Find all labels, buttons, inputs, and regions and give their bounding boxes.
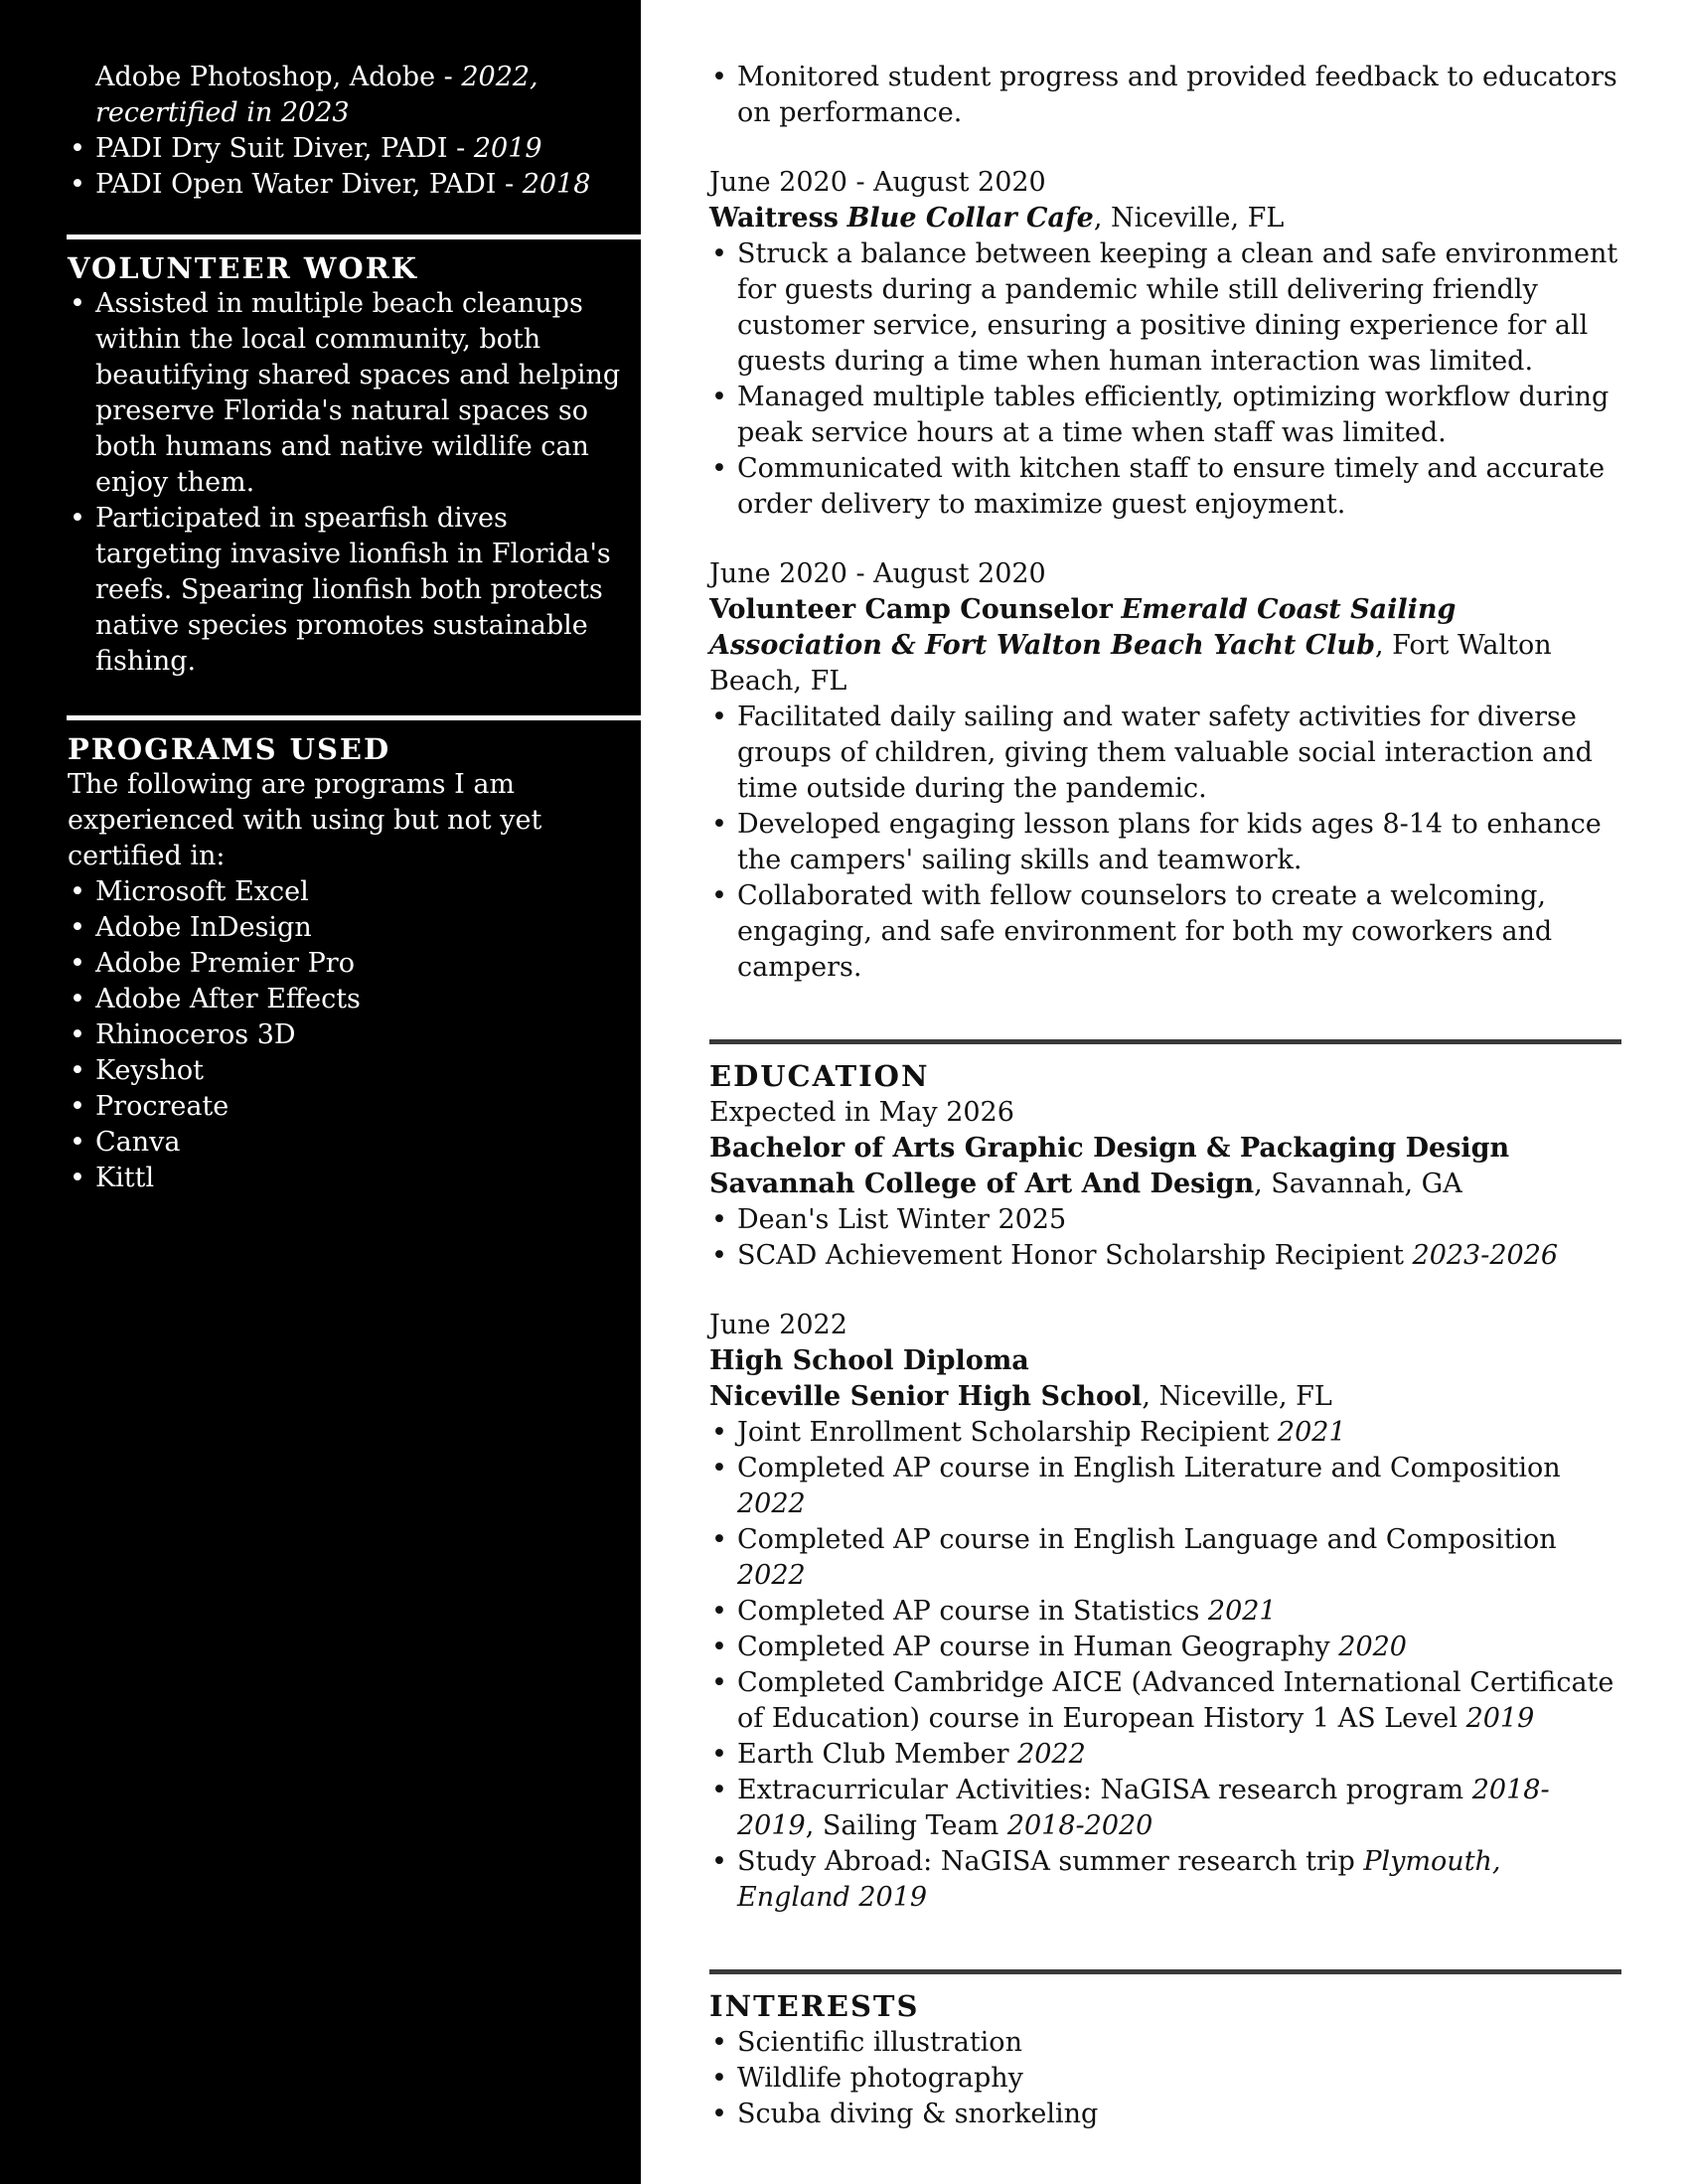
list-item (709, 700, 1621, 807)
programs-intro: The following are programs I am experienced with using but not yet certified in: (68, 769, 542, 871)
list-item (709, 1630, 1621, 1665)
education-date: Expected in May 2026 (709, 1097, 1014, 1128)
bullet-year: 2022 (737, 1488, 806, 1519)
divider (67, 715, 641, 720)
bullet-icon: • (711, 1667, 727, 1698)
divider (709, 1969, 1621, 1974)
bullet-text: Completed AP course in English Literature and Composition (737, 1453, 1561, 1483)
bullet-text-tail: , Sailing Team (805, 1810, 1007, 1841)
education-school-line (709, 1379, 1621, 1415)
list-item (68, 910, 639, 946)
list-item (709, 807, 1621, 878)
cert-date: 2019 (473, 133, 542, 164)
education-entry (709, 1308, 1621, 1916)
bullet-icon: • (711, 2027, 727, 2058)
divider (67, 234, 641, 239)
education-degree: Bachelor of Arts Graphic Design & Packaging Design (709, 1133, 1510, 1164)
education-date: June 2022 (709, 1310, 847, 1340)
list-item (68, 1053, 639, 1089)
bullet-text: Extracurricular Activities: NaGISA research program (737, 1775, 1472, 1805)
job-location: , Niceville, FL (1093, 203, 1285, 234)
bullet-text: Collaborated with fellow counselors to create a welcoming, engaging, and safe environment for both my coworkers and campers. (737, 880, 1553, 983)
interest-text: Scientific illustration (737, 2027, 1022, 2058)
bullet-text: Completed AP course in Human Geography (737, 1632, 1339, 1662)
education-bullets (709, 1415, 1621, 1916)
bullet-icon: • (711, 1417, 727, 1448)
job-title-line (709, 201, 1621, 236)
bullet-icon: • (70, 1091, 85, 1122)
bullet-icon: • (711, 1775, 727, 1805)
bullet-year: 2023-2026 (1412, 1240, 1559, 1271)
volunteer-list (68, 286, 639, 680)
bullet-year: 2020 (1338, 1632, 1407, 1662)
list-item (68, 1161, 639, 1196)
certifications-list (68, 60, 639, 203)
bullet-icon: • (711, 2063, 727, 2094)
bullet-icon: • (711, 453, 727, 484)
job-employer: Emerald Coast Sailing Association & Fort Walton Beach Yacht Club (709, 594, 1457, 661)
job-entry (709, 165, 1621, 523)
bullet-icon: • (70, 288, 85, 319)
list-item (709, 1202, 1621, 1238)
bullet-year: 2018-2019 (737, 1775, 1550, 1841)
bullet-text: SCAD Achievement Honor Scholarship Recipient (737, 1240, 1413, 1271)
divider (709, 1039, 1621, 1044)
cert-text: PADI Dry Suit Diver, PADI - (95, 133, 474, 164)
bullet-text: Developed engaging lesson plans for kids ages 8-14 to enhance the campers' sailing skills and teamwork. (737, 809, 1602, 875)
job-dates: June 2020 - August 2020 (709, 167, 1046, 198)
bullet-icon: • (711, 1524, 727, 1555)
bullet-icon: • (711, 1240, 727, 1271)
volunteer-text: Assisted in multiple beach cleanups within the local community, both beautifying shared spaces and helping preserve Florida's natural spaces so both humans and native wildlife can enjoy them. (95, 288, 621, 498)
bullet-icon: • (70, 133, 85, 164)
list-item (68, 982, 639, 1017)
cert-text: PADI Open Water Diver, PADI - (95, 169, 523, 200)
bullet-year: 2018-2020 (1006, 1810, 1153, 1841)
bullet-text: Facilitated daily sailing and water safety activities for diverse groups of children, giving them valuable social interaction and time outside during the pandemic. (737, 702, 1593, 804)
cert-date: 2022, (461, 62, 538, 92)
list-item (709, 2097, 1621, 2132)
bullet-icon: • (70, 948, 85, 979)
education-school-line (709, 1167, 1621, 1202)
job-employer: Blue Collar Cafe (846, 203, 1094, 234)
bullet-icon: • (711, 1632, 727, 1662)
program-name: Procreate (95, 1091, 230, 1122)
previous-job-bullets (709, 60, 1621, 131)
bullet-icon: • (711, 1596, 727, 1627)
list-item (709, 1737, 1621, 1773)
bullet-year: 2022 (1017, 1739, 1086, 1770)
bullet-icon: • (70, 876, 85, 907)
bullet-icon: • (70, 912, 85, 943)
section-heading-programs: PROGRAMS USED (68, 732, 391, 766)
bullet-icon: • (711, 880, 727, 911)
list-item (709, 1594, 1621, 1630)
bullet-icon: • (711, 62, 727, 92)
bullet-icon: • (70, 1127, 85, 1158)
section-heading-interests: INTERESTS (709, 1989, 920, 2023)
bullet-text: Communicated with kitchen staff to ensure timely and accurate order delivery to maximize guest enjoyment. (737, 453, 1606, 520)
bullet-text: Dean's List Winter 2025 (737, 1204, 1067, 1235)
bullet-icon: • (711, 238, 727, 269)
cert-text: Adobe Photoshop, Adobe - (95, 62, 462, 92)
bullet-icon: • (70, 503, 85, 534)
bullet-icon: • (711, 1846, 727, 1877)
bullet-text: Earth Club Member (737, 1739, 1018, 1770)
list-item (68, 131, 639, 167)
bullet-icon: • (711, 2099, 727, 2129)
job-title-line (709, 592, 1621, 700)
main-content (641, 0, 1689, 2184)
bullet-text: Managed multiple tables efficiently, optimizing workflow during peak service hours at a time when staff was limited. (737, 382, 1610, 448)
list-item (68, 1017, 639, 1053)
list-item (68, 60, 639, 131)
education-location: , Savannah, GA (1254, 1169, 1462, 1199)
list-item (68, 167, 639, 203)
bullet-icon: • (70, 1163, 85, 1193)
volunteer-text: Participated in spearfish dives targeting invasive lionfish in Florida's reefs. Spearing lionfish both protects native species promotes sustainable fishing. (95, 503, 611, 677)
list-item (68, 286, 639, 501)
program-name: Canva (95, 1127, 181, 1158)
education-school: Savannah College of Art And Design (709, 1169, 1255, 1199)
program-name: Rhinoceros 3D (95, 1019, 296, 1050)
education-school: Niceville Senior High School (709, 1381, 1143, 1412)
program-name: Microsoft Excel (95, 876, 309, 907)
bullet-year: 2021 (1207, 1596, 1277, 1627)
bullet-year: 2022 (737, 1560, 806, 1591)
education-bullets (709, 1202, 1621, 1274)
bullet-text: Monitored student progress and provided feedback to educators on performance. (737, 62, 1617, 128)
interest-text: Wildlife photography (737, 2063, 1023, 2094)
bullet-icon: • (711, 809, 727, 840)
sidebar-content (68, 60, 639, 1196)
job-entry (709, 556, 1621, 986)
bullet-icon: • (711, 1739, 727, 1770)
list-item (709, 1238, 1621, 1274)
list-item (68, 874, 639, 910)
program-name: Adobe InDesign (95, 912, 312, 943)
bullet-icon: • (70, 1055, 85, 1086)
list-item (68, 1089, 639, 1125)
bullet-year: 2021 (1277, 1417, 1346, 1448)
education-location: , Niceville, FL (1142, 1381, 1332, 1412)
interest-text: Scuba diving & snorkeling (737, 2099, 1099, 2129)
list-item (68, 501, 639, 680)
bullet-text: Joint Enrollment Scholarship Recipient (737, 1417, 1278, 1448)
education-entry (709, 1095, 1621, 1274)
programs-list (68, 874, 639, 1196)
bullet-icon: • (711, 702, 727, 732)
bullet-icon: • (711, 1204, 727, 1235)
interests-list (709, 2025, 1621, 2132)
bullet-year: 2019 (1465, 1703, 1535, 1734)
bullet-text: Completed Cambridge AICE (Advanced International Certificate of Education) course in European History 1 AS Level (737, 1667, 1614, 1734)
section-heading-education: EDUCATION (709, 1059, 930, 1093)
job-bullets (709, 700, 1621, 986)
job-location: , Fort Walton Beach, FL (709, 630, 1552, 697)
job-title: Volunteer Camp Counselor (709, 594, 1113, 625)
bullet-text: Struck a balance between keeping a clean and safe environment for guests during a pandemic while still delivering friendly customer service, ensuring a positive dining experience for all guests during a time when human interaction was limited. (737, 238, 1618, 377)
education-degree: High School Diploma (709, 1345, 1029, 1376)
program-name: Keyshot (95, 1055, 205, 1086)
list-item (709, 236, 1621, 380)
bullet-text: Study Abroad: NaGISA summer research trip (737, 1846, 1364, 1877)
sidebar (0, 0, 641, 2184)
list-item (68, 1125, 639, 1161)
list-item (709, 1451, 1621, 1522)
list-item (709, 2061, 1621, 2097)
bullet-icon: • (70, 169, 85, 200)
program-name: Adobe After Effects (95, 984, 361, 1014)
cert-date: 2018 (522, 169, 591, 200)
job-bullets (709, 236, 1621, 523)
list-item (709, 1773, 1621, 1844)
bullet-year: Plymouth, England 2019 (737, 1846, 1501, 1913)
bullet-icon: • (70, 1019, 85, 1050)
list-item (709, 1522, 1621, 1594)
list-item (709, 60, 1621, 131)
job-title: Waitress (709, 203, 840, 234)
program-name: Kittl (95, 1163, 155, 1193)
list-item (709, 878, 1621, 986)
list-item (709, 451, 1621, 523)
bullet-text: Completed AP course in English Language and Composition (737, 1524, 1557, 1555)
section-heading-volunteer: VOLUNTEER WORK (68, 251, 418, 285)
bullet-icon: • (711, 382, 727, 412)
bullet-icon: • (711, 1453, 727, 1483)
list-item (709, 380, 1621, 451)
list-item (709, 1665, 1621, 1737)
program-name: Adobe Premier Pro (95, 948, 355, 979)
cert-extra: recertified in 2023 (95, 97, 350, 128)
list-item (709, 1415, 1621, 1451)
main-inner (709, 60, 1621, 2132)
list-item (709, 2025, 1621, 2061)
bullet-text: Completed AP course in Statistics (737, 1596, 1208, 1627)
list-item (68, 946, 639, 982)
bullet-icon: • (70, 984, 85, 1014)
list-item (709, 1844, 1621, 1916)
job-dates: June 2020 - August 2020 (709, 558, 1046, 589)
